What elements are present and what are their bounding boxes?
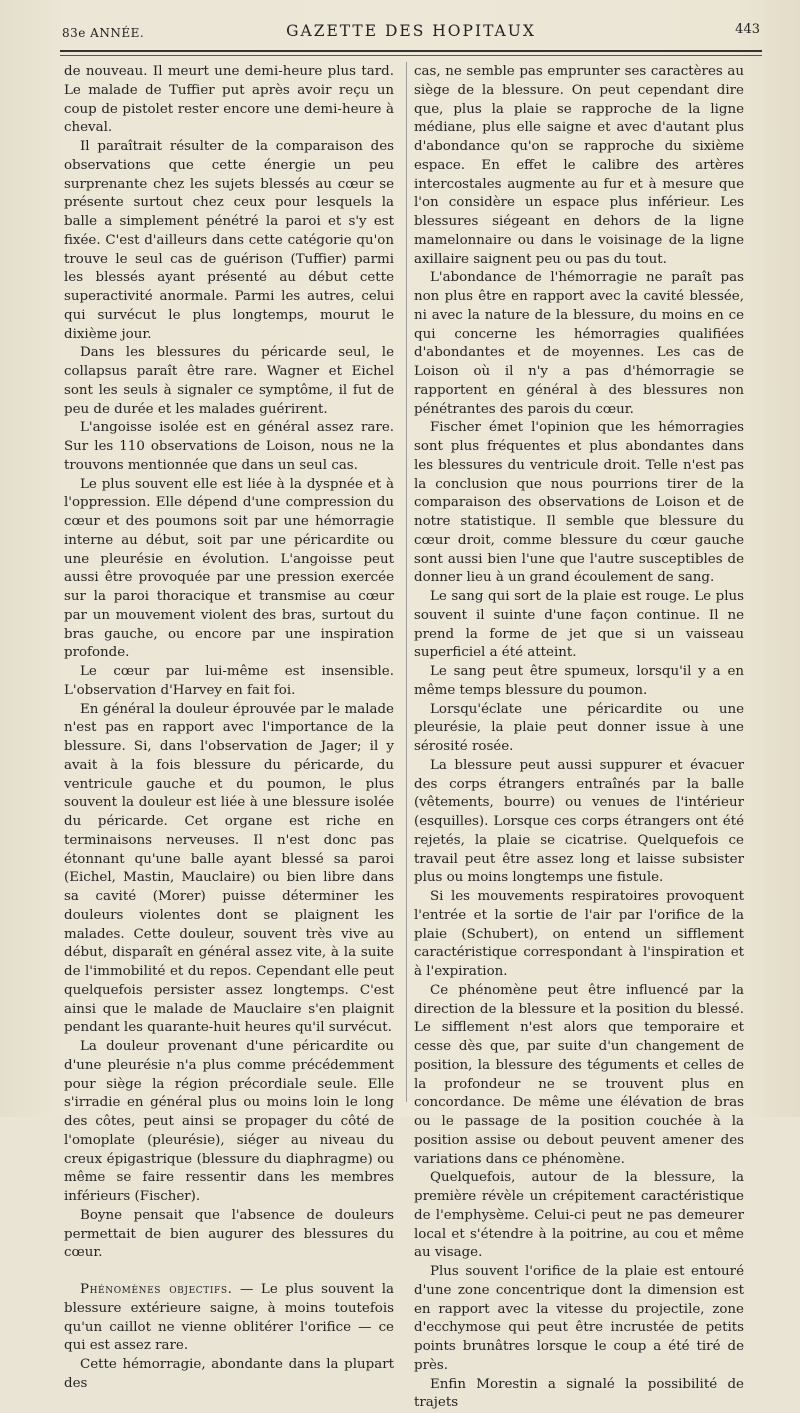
paragraph (414, 663, 744, 701)
page-number: 443 (735, 22, 760, 37)
paragraph (64, 138, 394, 344)
paragraph-text: La douleur provenant d'une péricardite ou d'une pleurésie n'a plus comme précédemment pour siège la région précordiale seule. Elle s'irradie en général plus ou moins loin le long des côtes, peut ainsi se propager du côté de l'omoplate (pleurésie), siéger au niveau du creux épigastrique (blessure du diaphragme) ou même se faire ressentir dans les membres inférieurs (Fischer). (64, 1039, 394, 1204)
paragraph-text: Fischer émet l'opinion que les hémorragies sont plus fréquentes et plus abondantes dans les blessures du ventricule droit. Telle n'est pas la conclusion que nous pourrions tirer de la comparaison des observations de Loison et de notre statistique. Il semble que blessure du cœur droit, comme blessure du cœur gauche sont aussi bien l'une que l'autre susceptibles de donner lieu à un grand écoulement de sang. (414, 420, 744, 585)
paragraph-text: Si les mouvements respiratoires provoquent l'entrée et la sortie de l'air par l'orifice de la plaie (Schubert), on entend un sifflement caractéristique correspondant à l'inspiration et à l'expiration. (414, 889, 744, 979)
column-divider (406, 62, 407, 1102)
paragraph-text: de nouveau. Il meurt une demi-heure plus tard. Le malade de Tuffier put après avoir reçu un coup de pistolet rester encore une demi-heure à cheval. (64, 64, 394, 135)
paragraph (414, 982, 744, 1170)
paragraph-text: — Le plus souvent la blessure extérieure saigne, à moins toutefois qu'un caillot ne vienne oblitérer l'orifice — ce qui est assez rare. (64, 1282, 394, 1353)
paragraph (414, 588, 744, 663)
paragraph (414, 1263, 744, 1376)
paragraph-text: Lorsqu'éclate une péricardite ou une pleurésie, la plaie peut donner issue à une sérosité rosée. (414, 702, 744, 755)
paragraph-text: Enfin Morestin a signalé la possibilité de trajets (414, 1377, 744, 1411)
paragraph-text: Cette hémorragie, abondante dans la plupart des (64, 1357, 394, 1391)
paragraph-text: Le plus souvent elle est liée à la dyspnée et à l'oppression. Elle dépend d'une compression du cœur et des poumons soit par une hémorragie interne au début, soit par une péricardite ou une pleurésie en évolution. L'angoisse peut aussi être provoquée par une pression exercée sur la paroi thoracique et transmise au cœur par un mouvement violent des bras, surtout du bras gauche, ou encore par une inspiration profonde. (64, 477, 394, 661)
paragraph-text: Le sang qui sort de la plaie est rouge. Le plus souvent il suinte d'une façon continue. Il ne prend la forme de jet que si un vaisseau superficiel a été atteint. (414, 589, 744, 660)
header-rule-thin (60, 55, 762, 56)
paragraph (64, 63, 394, 138)
paragraph (64, 476, 394, 664)
paragraph-text: Ce phénomène peut être influencé par la direction de la blessure et la position du blessé. Le sifflement n'est alors que temporaire et cesse dès que, par suite d'un changement de position, la blessure des téguments et celles de la profondeur ne se trouvent plus en concordance. De même une élévation de bras ou le passage de la position couchée à la position assise ou debout peuvent amener des variations dans ce phénomène. (414, 983, 744, 1167)
paragraph-text: Il paraîtrait résulter de la comparaison des observations que cette énergie un peu surprenante chez les sujets blessés au cœur se présente surtout chez ceux pour lesquels la balle a simplement pénétré la paroi et s'y est fixée. C'est d'ailleurs dans cette catégorie qu'on trouve le seul cas de guérison (Tuffier) parmi les blessés ayant présenté au début cette superactivité anormale. Parmi les autres, celui qui survécut le plus longtemps, mourut le dixième jour. (64, 139, 394, 342)
paragraph-text: Quelquefois, autour de la blessure, la première révèle un crépitement caractéristique de l'emphysème. Celui-ci peut ne pas demeurer local et s'étendre à la poitrine, au cou et même au visage. (414, 1170, 744, 1260)
paragraph-text: L'abondance de l'hémorragie ne paraît pas non plus être en rapport avec la cavité blessée, ni avec la nature de la blessure, du moins en ce qui concerne les hémorragies qualifiées d'abondantes et de moyennes. Les cas de Loison où il n'y a pas d'hémorragie se rapportent en général à des blessures non pénétrantes des parois du cœur. (414, 270, 744, 416)
paragraph-text: La blessure peut aussi suppurer et évacuer des corps étrangers entraînés par la balle (vêtements, bourre) ou venues de l'intérieur (esquilles). Lorsque ces corps étrangers ont été rejetés, la plaie se cicatrise. Quelquefois ce travail peut être assez long et laisse subsister plus ou moins longtemps une fistule. (414, 758, 744, 886)
paragraph-text: Le sang peut être spumeux, lorsqu'il y a en même temps blessure du poumon. (414, 664, 744, 698)
header-rule-thick (60, 50, 762, 52)
paragraph (414, 1376, 744, 1413)
paragraph-text: Le cœur par lui-même est insensible. L'observation d'Harvey en fait foi. (64, 664, 394, 698)
paragraph (64, 419, 394, 475)
paragraph (64, 1281, 394, 1356)
paragraph (414, 757, 744, 888)
paragraph (64, 1207, 394, 1263)
paragraph (64, 701, 394, 1039)
paragraph (64, 1356, 394, 1394)
section-heading: Phénomènes objectifs. (80, 1282, 232, 1297)
right-column (414, 63, 744, 1413)
paragraph (414, 269, 744, 419)
paragraph-text: Dans les blessures du péricarde seul, le collapsus paraît être rare. Wagner et Eichel sont les seuls à signaler ce symptôme, il fut de peu de durée et les malades guérirent. (64, 345, 394, 416)
left-column (64, 63, 394, 1394)
paragraph-text: Boyne pensait que l'absence de douleurs permettait de bien augurer des blessures du cœur. (64, 1208, 394, 1261)
paragraph (64, 344, 394, 419)
paragraph (414, 888, 744, 982)
page-header (62, 20, 760, 46)
paragraph-text: cas, ne semble pas emprunter ses caractères au siège de la blessure. On peut cependant dire que, plus la plaie se rapproche de la ligne médiane, plus elle saigne et avec d'autant plus d'abondance qu'on se rapproche du sixième espace. En effet le calibre des artères intercostales augmente au fur et à mesure que l'on considère un espace plus inférieur. Les blessures siégeant en dehors de la ligne mamelonnaire ou dans le voisinage de la ligne axillaire saignent peu ou pas du tout. (414, 64, 744, 267)
paragraph (414, 63, 744, 269)
paragraph (414, 419, 744, 588)
paragraph (64, 663, 394, 701)
paragraph-text: En général la douleur éprouvée par le malade n'est pas en rapport avec l'importance de la blessure. Si, dans l'observation de Jager; il y avait à la fois blessure du péricarde, du ventricule gauche et du poumon, le plus souvent la douleur est liée à une blessure isolée du péricarde. Cet organe est riche en terminaisons nerveuses. Il n'est donc pas étonnant qu'une balle ayant blessé sa paroi (Eichel, Mastin, Mauclaire) ou bien libre dans sa cavité (Morer) puisse déterminer les douleurs violentes dont se plaignent les malades. Cette douleur, souvent très vive au début, disparaît en général assez vite, à la suite de l'immobilité et du repos. Cependant elle peut quelquefois persister assez longtemps. C'est ainsi que le malade de Mauclaire s'en plaignit pendant les quarante-huit heures qu'il survécut. (64, 702, 394, 1036)
paragraph (414, 1169, 744, 1263)
paragraph-text: L'angoisse isolée est en général assez rare. Sur les 110 observations de Loison, nous ne la trouvons mentionnée que dans un seul cas. (64, 420, 394, 473)
paragraph (414, 701, 744, 757)
journal-title: GAZETTE DES HOPITAUX (62, 22, 760, 40)
volume-year: 83e ANNÉE. (62, 26, 144, 40)
paragraph-text: Plus souvent l'orifice de la plaie est entouré d'une zone concentrique dont la dimension est en rapport avec la vitesse du projectile, zone d'ecchymose qui peut être incrustée de petits points brunâtres lorsque le coup a été tiré de près. (414, 1264, 744, 1373)
paragraph (64, 1038, 394, 1207)
